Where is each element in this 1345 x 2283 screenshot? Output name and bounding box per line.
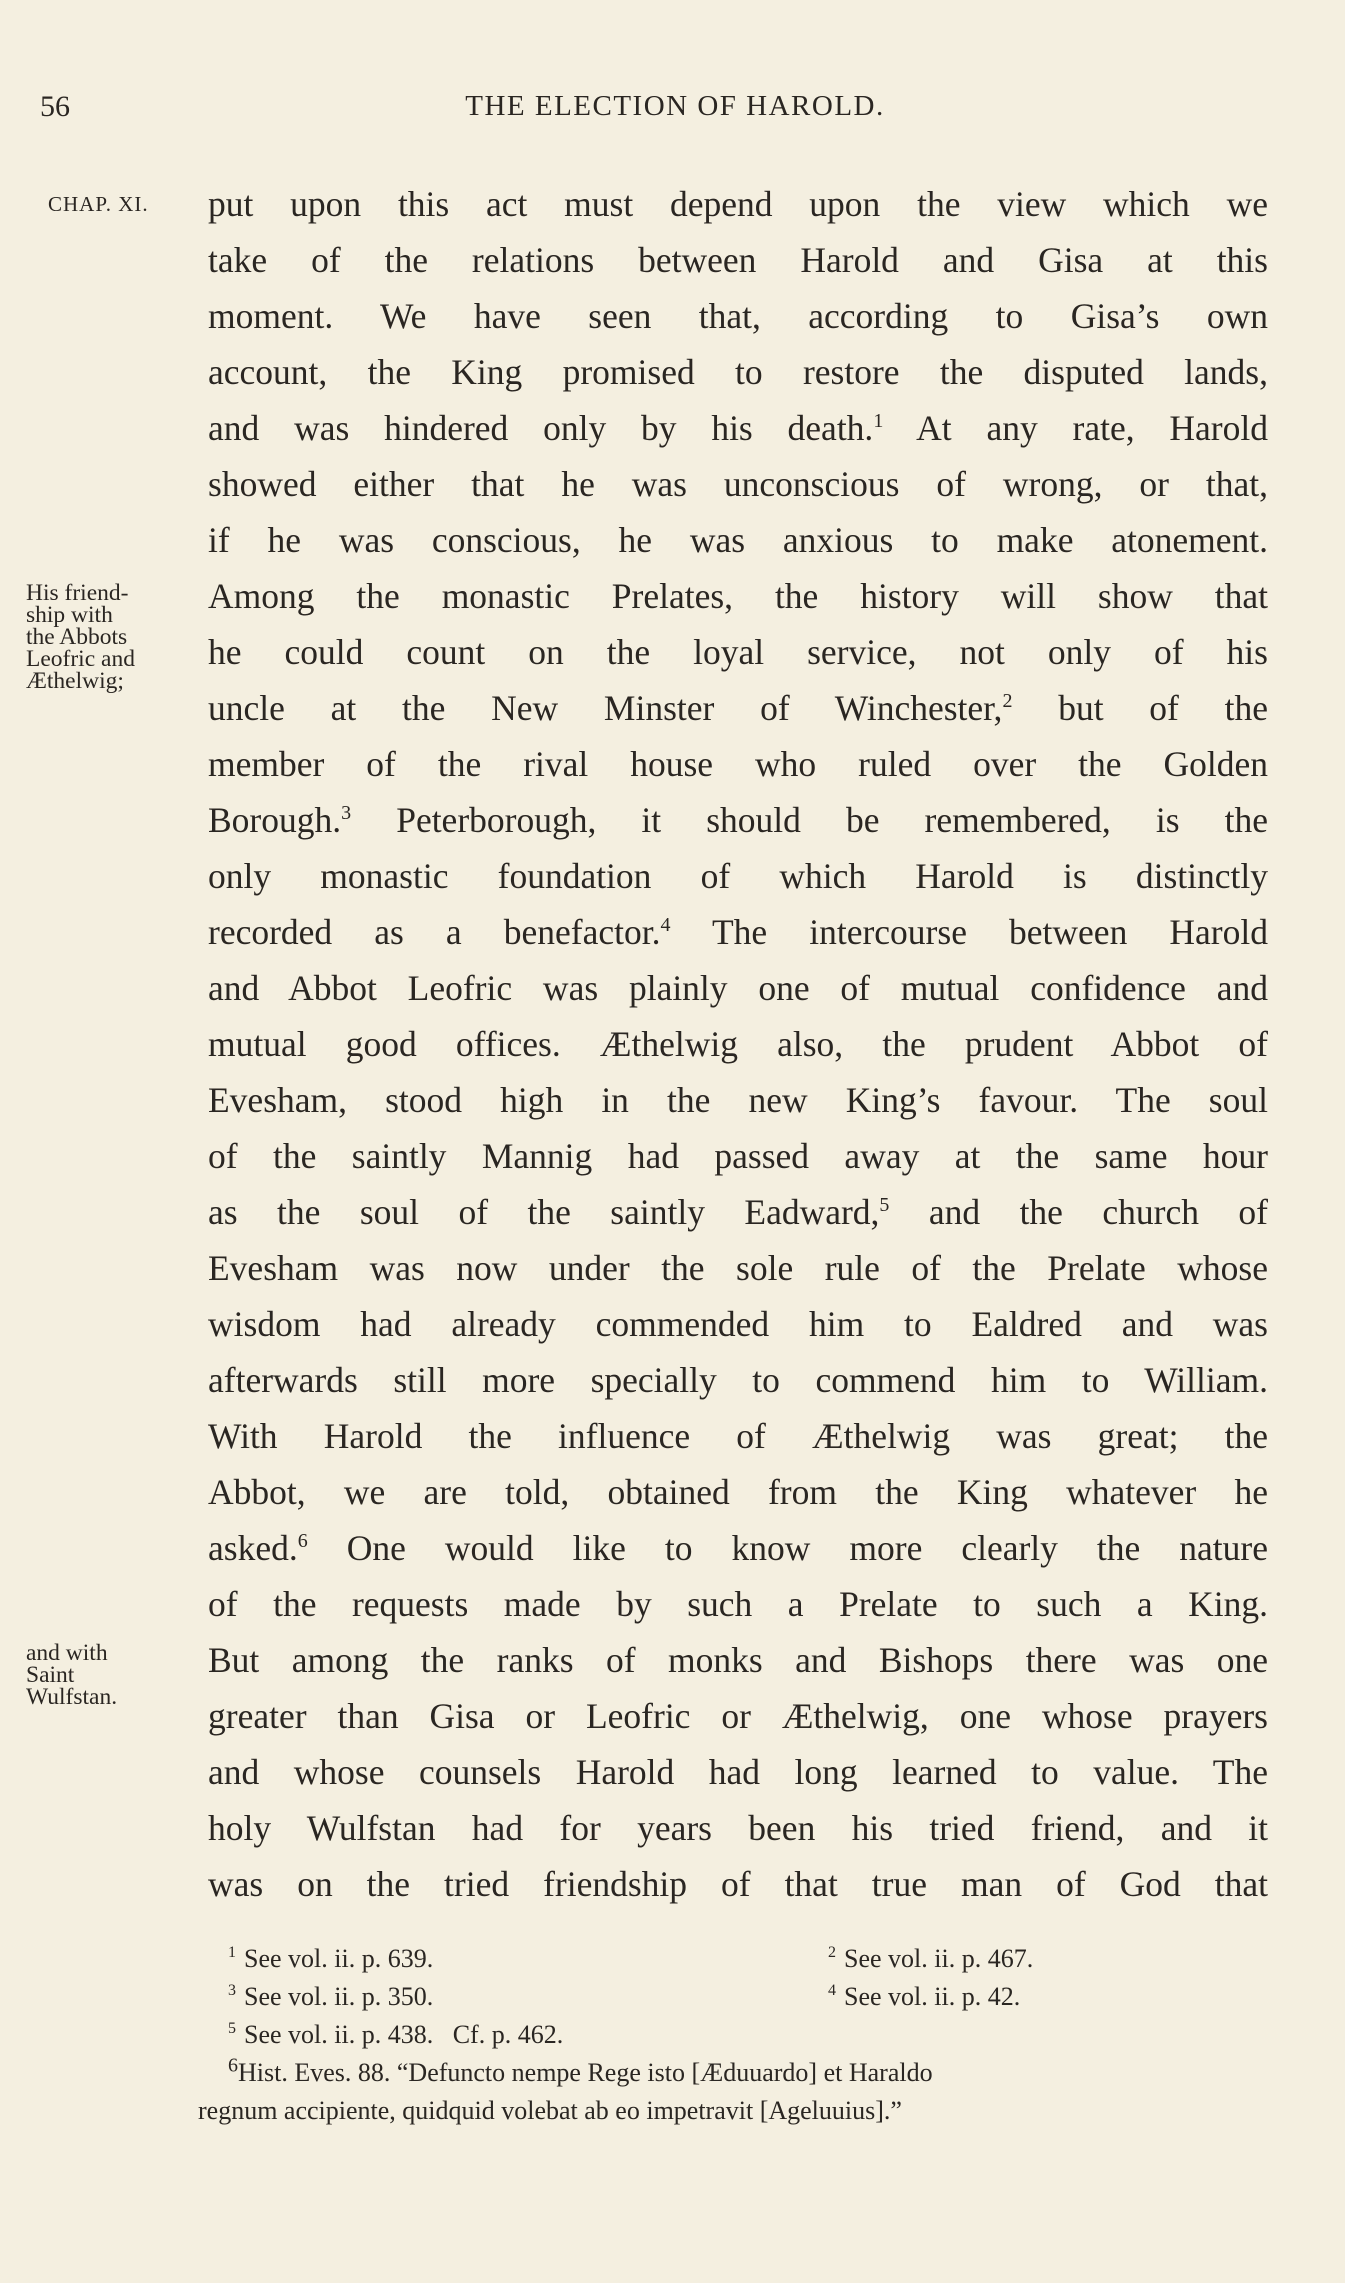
body-line-text: One would like to know more clearly the nature (307, 1528, 1268, 1568)
margin-note-line: His friend- (26, 580, 129, 606)
footnotes (198, 1940, 1278, 2130)
footnote-5 (228, 2016, 563, 2054)
body-line-text: recorded as a benefactor. (208, 912, 661, 952)
body-line-text: Evesham was now under the sole rule of the Prelate whose (208, 1248, 1268, 1288)
body-line (208, 1576, 1268, 1632)
footnote-reference: 3 (341, 802, 352, 825)
body-line (208, 960, 1268, 1016)
footnote-text: Hist. Eves. 88. “Defuncto nempe Rege isto [Æduuardo] et Haraldo (238, 2058, 933, 2087)
body-line-text: afterwards still more specially to commend him to William. (208, 1360, 1268, 1400)
body-line (208, 232, 1268, 288)
footnote-marker: 3 (228, 1982, 236, 2000)
footnote-reference: 1 (873, 410, 884, 433)
footnote-marker: 6 (228, 2054, 238, 2077)
body-line (208, 1744, 1268, 1800)
body-line (208, 904, 1268, 960)
body-line (208, 512, 1268, 568)
body-line (208, 456, 1268, 512)
footnote-text: See vol. ii. p. 639. (244, 1944, 434, 1973)
footnote-reference: 6 (297, 1530, 308, 1553)
margin-note-line: Saint (26, 1662, 75, 1688)
body-line-text: only monastic foundation of which Harold is distinctly (208, 856, 1268, 896)
body-line-text: Evesham, stood high in the new King’s favour. The soul (208, 1080, 1268, 1120)
body-line-text: The intercourse between Harold (670, 912, 1268, 952)
body-line-text: and whose counsels Harold had long learned to value. The (208, 1752, 1268, 1792)
footnote-2 (828, 1940, 1033, 1978)
page-number: 56 (40, 90, 70, 123)
body-line (208, 848, 1268, 904)
footnote-text: See vol. ii. p. 42. (844, 1982, 1021, 2011)
body-line-text: moment. We have seen that, according to Gisa’s own (208, 296, 1268, 336)
body-line (208, 400, 1268, 456)
body-line-text: if he was conscious, he was anxious to make atonement. (208, 520, 1268, 560)
body-line-text: but of the (1012, 688, 1268, 728)
margin-note-line: Leofric and (26, 646, 135, 672)
body-line-text: and the church of (889, 1192, 1268, 1232)
footnote-marker: 5 (228, 2020, 236, 2038)
page-header (40, 90, 1310, 130)
margin-note-line: Æthelwig; (26, 668, 124, 694)
footnote-row (198, 2016, 1278, 2054)
body-line-text: Peterborough, it should be remembered, is the (351, 800, 1268, 840)
margin-note-wulfstan (26, 1642, 117, 1708)
body-line (208, 792, 1268, 848)
footnote-reference: 2 (1002, 690, 1013, 713)
body-line (208, 1072, 1268, 1128)
body-line (208, 1632, 1268, 1688)
footnote-row (198, 1978, 1278, 2016)
body-line-text: of the saintly Mannig had passed away at the same hour (208, 1136, 1268, 1176)
body-line-text: take of the relations between Harold and Gisa at this (208, 240, 1268, 280)
body-line-text: greater than Gisa or Leofric or Æthelwig, one whose prayers (208, 1696, 1268, 1736)
body-line-text: account, the King promised to restore the disputed lands, (208, 352, 1268, 392)
body-line-text: But among the ranks of monks and Bishops there was one (208, 1640, 1268, 1680)
footnote-text: See vol. ii. p. 438. Cf. p. 462. (244, 2020, 564, 2049)
footnote-reference: 5 (879, 1194, 890, 1217)
body-line-text: was on the tried friendship of that true man of God that (208, 1864, 1268, 1904)
footnote-6-continued: regnum accipiente, quidquid volebat ab eo impetravit [Ageluuius].” (198, 2096, 902, 2125)
margin-note-line: the Abbots (26, 624, 128, 650)
footnote-4 (828, 1978, 1020, 2016)
body-line-text: holy Wulfstan had for years been his tried friend, and it (208, 1808, 1268, 1848)
footnote-reference: 4 (660, 914, 671, 937)
margin-note-line: and with (26, 1640, 108, 1666)
body-line-text: and Abbot Leofric was plainly one of mutual confidence and (208, 968, 1268, 1008)
body-text (208, 176, 1268, 1912)
body-line-text: put upon this act must depend upon the view which we (208, 184, 1268, 224)
body-line-text: as the soul of the saintly Eadward, (208, 1192, 880, 1232)
body-line-text: mutual good offices. Æthelwig also, the prudent Abbot of (208, 1024, 1268, 1064)
footnote-row (198, 1940, 1278, 1978)
body-line-text: Among the monastic Prelates, the history will show that (208, 576, 1268, 616)
footnote-marker: 2 (828, 1944, 836, 1962)
margin-note-abbots (26, 582, 135, 692)
footnote-6 (198, 2054, 1278, 2092)
footnote-text: See vol. ii. p. 350. (244, 1982, 434, 2011)
body-line-text: At any rate, Harold (883, 408, 1268, 448)
body-line-text: Borough. (208, 800, 342, 840)
footnote-marker: 1 (228, 1944, 236, 1962)
body-line (208, 1016, 1268, 1072)
body-line (208, 288, 1268, 344)
running-title: THE ELECTION OF HAROLD. (465, 90, 885, 122)
body-line-text: member of the rival house who ruled over the Golden (208, 744, 1268, 784)
body-line (208, 1688, 1268, 1744)
body-line (208, 1240, 1268, 1296)
body-line (208, 624, 1268, 680)
body-line (208, 1128, 1268, 1184)
body-line-text: With Harold the influence of Æthelwig was great; the (208, 1416, 1268, 1456)
body-line-text: uncle at the New Minster of Winchester, (208, 688, 1003, 728)
body-line (208, 568, 1268, 624)
body-line-text: Abbot, we are told, obtained from the King whatever he (208, 1472, 1268, 1512)
body-line-text: showed either that he was unconscious of wrong, or that, (208, 464, 1268, 504)
body-line (208, 1296, 1268, 1352)
footnote-text: See vol. ii. p. 467. (844, 1944, 1034, 1973)
body-line (208, 1800, 1268, 1856)
margin-note-line: Wulfstan. (26, 1684, 118, 1710)
body-line (208, 680, 1268, 736)
body-line-text: of the requests made by such a Prelate to such a King. (208, 1584, 1268, 1624)
body-line-text: he could count on the loyal service, not only of his (208, 632, 1268, 672)
body-line (208, 736, 1268, 792)
footnote-3 (228, 1978, 433, 2016)
body-line (208, 1520, 1268, 1576)
chapter-label: CHAP. XI. (48, 192, 149, 216)
footnote-marker: 4 (828, 1982, 836, 2000)
body-line (208, 1856, 1268, 1912)
body-line (208, 1464, 1268, 1520)
body-line (208, 1352, 1268, 1408)
body-line-text: wisdom had already commended him to Ealdred and was (208, 1304, 1268, 1344)
body-line-text: asked. (208, 1528, 298, 1568)
footnote-1 (228, 1940, 433, 1978)
body-line-text: and was hindered only by his death. (208, 408, 874, 448)
body-line (208, 176, 1268, 232)
body-line (208, 1184, 1268, 1240)
body-line (208, 1408, 1268, 1464)
margin-note-line: ship with (26, 602, 113, 628)
body-line (208, 344, 1268, 400)
